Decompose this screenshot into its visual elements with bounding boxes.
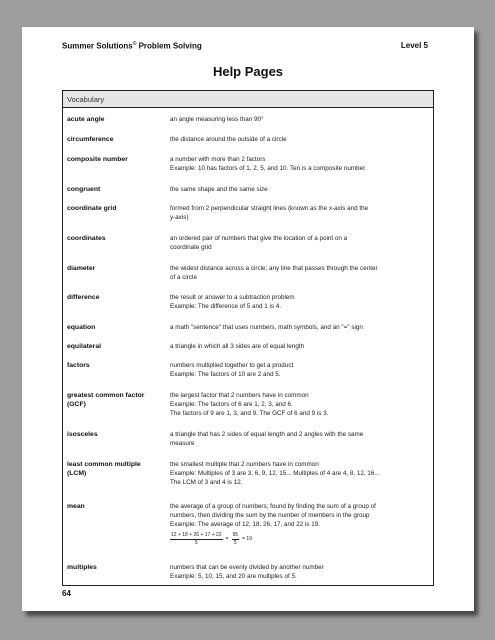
vocab-definition: formed from 2 perpendicular straight lines (known as the x-axis and the y-axis) bbox=[170, 205, 369, 222]
vocabulary-heading: Vocabulary bbox=[63, 91, 433, 108]
vocab-term: difference bbox=[67, 294, 100, 301]
vocab-definition: the widest distance across a circle; any line that passes through the center of a circle bbox=[170, 265, 378, 282]
vocab-term: composite number bbox=[67, 156, 128, 163]
vocab-definition: the largest factor that 2 numbers have in common Example: The factors of 6 are 1, 2, 3, and 6. The factors of 9 are 1, 3, and 9. The GCF of 6 and 9 is 3. bbox=[170, 392, 329, 418]
vocab-term: greatest common factor (GCF) bbox=[67, 392, 145, 408]
vocab-term: isosceles bbox=[67, 431, 98, 438]
level-label: Level 5 bbox=[400, 41, 428, 50]
vocab-definition: an ordered pair of numbers that give the location of a point on a coordinate grid bbox=[170, 235, 348, 252]
vocab-term: acute angle bbox=[67, 116, 105, 123]
page-title: Help Pages bbox=[212, 64, 284, 79]
vocab-term: equilateral bbox=[67, 343, 101, 350]
vocab-definition: the result or answer to a subtraction problem Example: The difference of 5 and 1 is 4. bbox=[170, 294, 295, 311]
vocab-definition: the average of a group of numbers; found by finding the sum of a group of numbers, then dividing the sum by the number of members in the group Example: The average of 12, 18, 26, 17, and 22 is 19. $\frac{12 + 18 + 26 + 17 + 22}{5}$ = $\frac{95}{5}$ = 19 bbox=[170, 502, 426, 547]
vocabulary-table bbox=[62, 90, 434, 586]
vocab-definition: a number with more than 2 factors Example: 10 has factors of 1, 2, 5, and 10. Ten is a composite number. bbox=[170, 156, 367, 173]
vocab-term: congruent bbox=[67, 186, 101, 193]
vocab-definition: the same shape and the same size bbox=[170, 186, 268, 193]
vocab-definition: the distance around the outside of a circle bbox=[170, 136, 287, 143]
vocab-term: equation bbox=[67, 324, 96, 331]
vocab-definition: a triangle that has 2 sides of equal length and 2 angles with the same measure bbox=[170, 431, 364, 448]
vocab-definition: numbers multiplied together to get a product Example: The factors of 10 are 2 and 5. bbox=[170, 362, 294, 379]
vocab-definition: a math "sentence" that uses numbers, math symbols, and an "=" sign bbox=[170, 324, 363, 331]
vocab-term: multiples bbox=[67, 564, 97, 571]
vocab-definition: an angle measuring less than 90° bbox=[170, 116, 264, 123]
vocab-definition: the smallest multiple that 2 numbers have in common Example: Multiples of 3 are 3, 6, 9, 12, 15... Multiples of 4 are 4, 8, 12, 16... The LCM of 3 and 4 is 12. bbox=[170, 461, 380, 487]
page-number: 64 bbox=[62, 589, 71, 598]
vocab-term: coordinates bbox=[67, 235, 106, 242]
vocab-term: least common multiple (LCM) bbox=[67, 461, 141, 477]
mean-formula: $\frac{12 + 18 + 26 + 17 + 22}{5}$ = $\frac{95}{5}$ = 19 bbox=[171, 531, 252, 546]
document-page bbox=[22, 27, 474, 611]
vocab-term: coordinate grid bbox=[67, 205, 117, 212]
vocab-definition: a triangle in which all 3 sides are of equal length bbox=[170, 343, 305, 350]
vocab-term: factors bbox=[67, 362, 90, 369]
vocab-term: circumference bbox=[67, 136, 114, 143]
book-title: Summer Solutions© Problem Solving bbox=[62, 41, 202, 51]
vocab-definition: numbers that can be evenly divided by another number Example: 5, 10, 15, and 20 are multiples of 5. bbox=[170, 564, 324, 581]
vocab-term: mean bbox=[67, 503, 85, 510]
vocab-term: diameter bbox=[67, 265, 96, 272]
